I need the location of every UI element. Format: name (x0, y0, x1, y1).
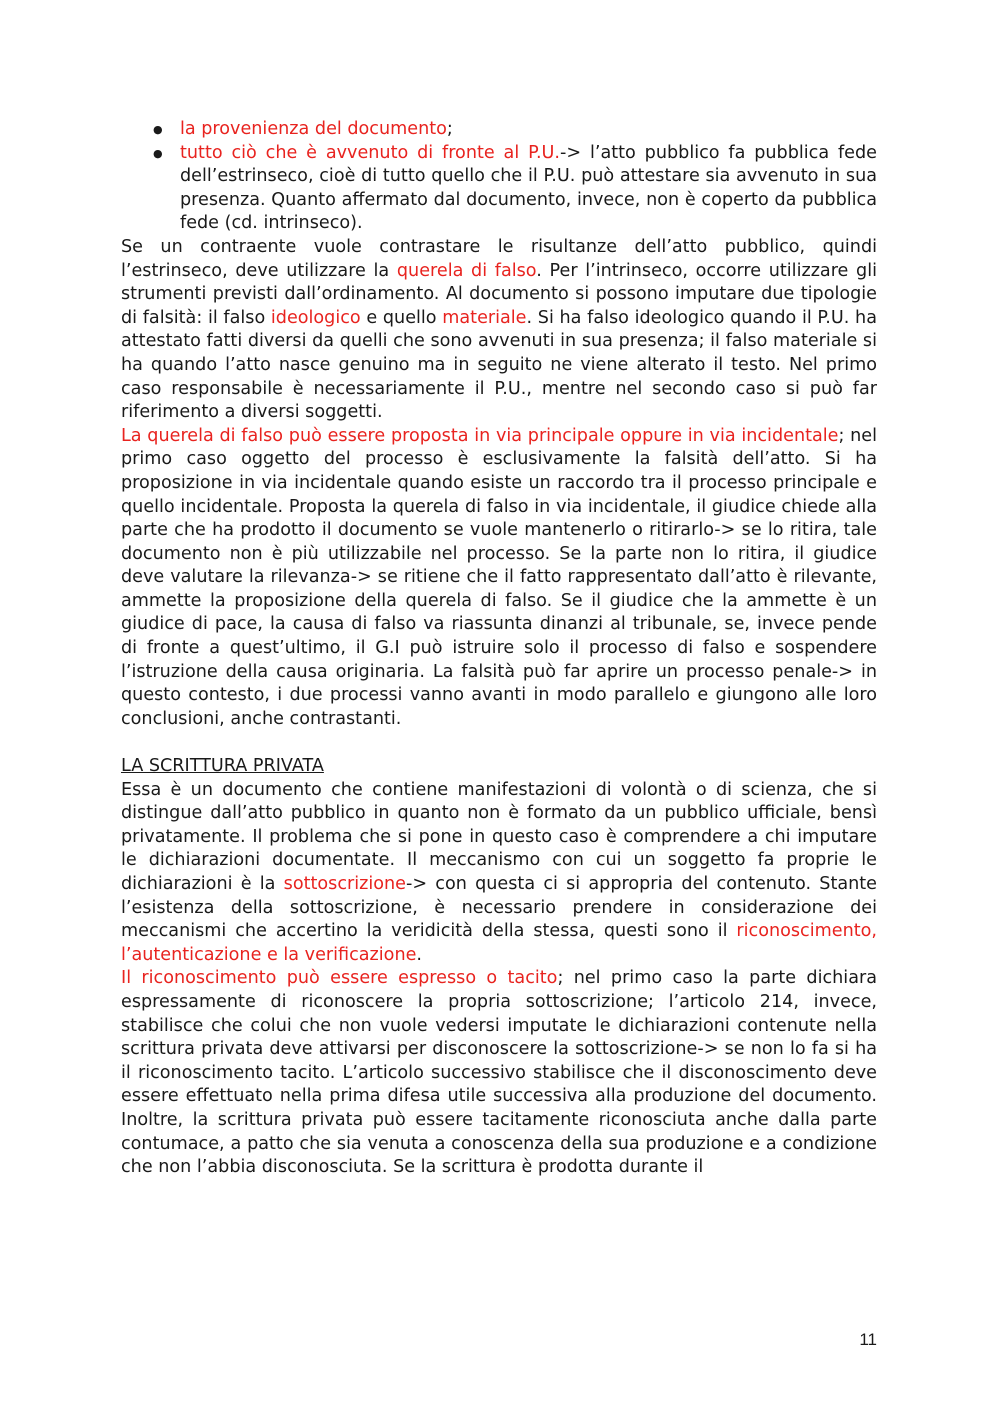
body-text: Essa è un documento che contiene manifestazioni di volontà o di scienza, che si distingue dall’atto pubblico in quanto non è formato da un pubblico ufficiale, bensì privatamente. Il problema che si pone in questo caso è comprendere a chi imputare le dichiarazioni documentate. Il meccanismo con cui un soggetto fa proprie le dichiarazioni è la (121, 779, 877, 894)
page-content (121, 118, 877, 1180)
body-text: -> con questa ci si appropria del contenuto. Stante l’esistenza della sottoscrizione, è necessario prendere in considerazione dei meccanismi che accertino la veridicità della stessa, questi sono il (121, 874, 877, 942)
highlighted-text: materiale (442, 307, 527, 328)
section-heading: LA SCRITTURA PRIVATA (121, 756, 324, 777)
highlighted-text: sottoscrizione (283, 874, 406, 894)
body-text: ; (446, 119, 453, 139)
page-number: 11 (859, 1330, 877, 1349)
body-text: -> l’atto pubblico fa pubblica fede dell’estrinseco, cioè di tutto quello che il P.U. può attestare sia avvenuto in sua presenza. Quanto affermato dal documento, invece, non è coperto da pubblica fede (cd. intrinseco). (180, 142, 877, 234)
blank-line (121, 731, 877, 755)
list-item (180, 142, 877, 236)
highlighted-text: querela di falso (396, 260, 537, 281)
highlighted-text: La querela di falso può essere proposta in via principale oppure in via incidentale (121, 425, 839, 446)
body-text: e quello (360, 307, 443, 328)
bullet-list (121, 118, 877, 236)
highlighted-text: riconoscimento, l’autenticazione e la verificazione (121, 921, 877, 965)
body-text: Se un contraente vuole contrastare le risultanze dell’atto pubblico, quindi l’estrinseco, deve utilizzare la (121, 236, 877, 281)
paragraph-querela (121, 236, 877, 425)
paragraph-scrittura-privata (121, 779, 877, 968)
highlighted-text: tutto ciò che è avvenuto di fronte al P.U. (180, 142, 561, 163)
body-text: . Per l’intrinseco, occorre utilizzare gli strumenti previsti dall’ordinamento. Al documento si possono imputare due tipologie di falsità: il falso (121, 260, 877, 328)
paragraph-via-incidentale (121, 425, 877, 732)
body-text: ; nel primo caso oggetto del processo è esclusivamente la falsità dell’atto. Si ha proposizione in via incidentale quando esiste un raccordo tra il processo principale e quello incidentale. Proposta la querela di falso in via incidentale, il giudice chiede alla parte che ha prodotto il documento se vuole mantenerlo o ritirarlo-> se lo ritira, tale documento non è più utilizzabile nel processo. Se la parte non lo ritira, il giudice deve valutare la rilevanza-> se ritiene che il fatto rappresentato dall’atto è rilevante, ammette la proposizione della querela di falso. Se il giudice che la ammette è un giudice di pace, la causa di falso va riassunta dinanzi al tribunale, se, invece pende di fronte a quest’ultimo, il G.I può istruire solo il processo di falso e sospendere l’istruzione della causa originaria. La falsità può far aprire un processo penale-> in questo contesto, i due processi vanno avanti in modo parallelo e giungono alle loro conclusioni, anche contrastanti. (121, 425, 877, 729)
body-text: . Si ha falso ideologico quando il P.U. ha attestato fatti diversi da quelli che sono avvenuti in sua presenza; il falso materiale si ha quando l’atto nasce genuino ma in seguito ne viene alterato il testo. Nel primo caso responsabile è necessariamente il P.U., mentre nel secondo caso si può far riferimento a diversi soggetti. (121, 307, 877, 423)
list-item (180, 118, 877, 142)
highlighted-text: la provenienza del documento (180, 119, 447, 139)
highlighted-text: ideologico (270, 307, 361, 328)
highlighted-text: Il riconoscimento può essere espresso o tacito (121, 968, 558, 989)
body-text: . (416, 944, 423, 965)
paragraph-riconoscimento (121, 967, 877, 1179)
body-text: ; nel primo caso la parte dichiara espressamente di riconoscere la propria sottoscrizione; l’articolo 214, invece, stabilisce che colui che non vuole vedersi imputate le dichiarazioni contenute nella scrittura privata deve attivarsi per disconoscere la sottoscrizione-> se non lo fa si ha il riconoscimento tacito. L’articolo successivo stabilisce che il disconoscimento deve essere effettuato nella prima difesa utile successiva alla produzione del documento. Inoltre, la scrittura privata può essere tacitamente riconosciuta anche dalla parte contumace, a patto che sia venuta a conoscenza della sua produzione e a condizione che non l’abbia disconosciuta. Se la scrittura è prodotta durante il (121, 968, 877, 1178)
